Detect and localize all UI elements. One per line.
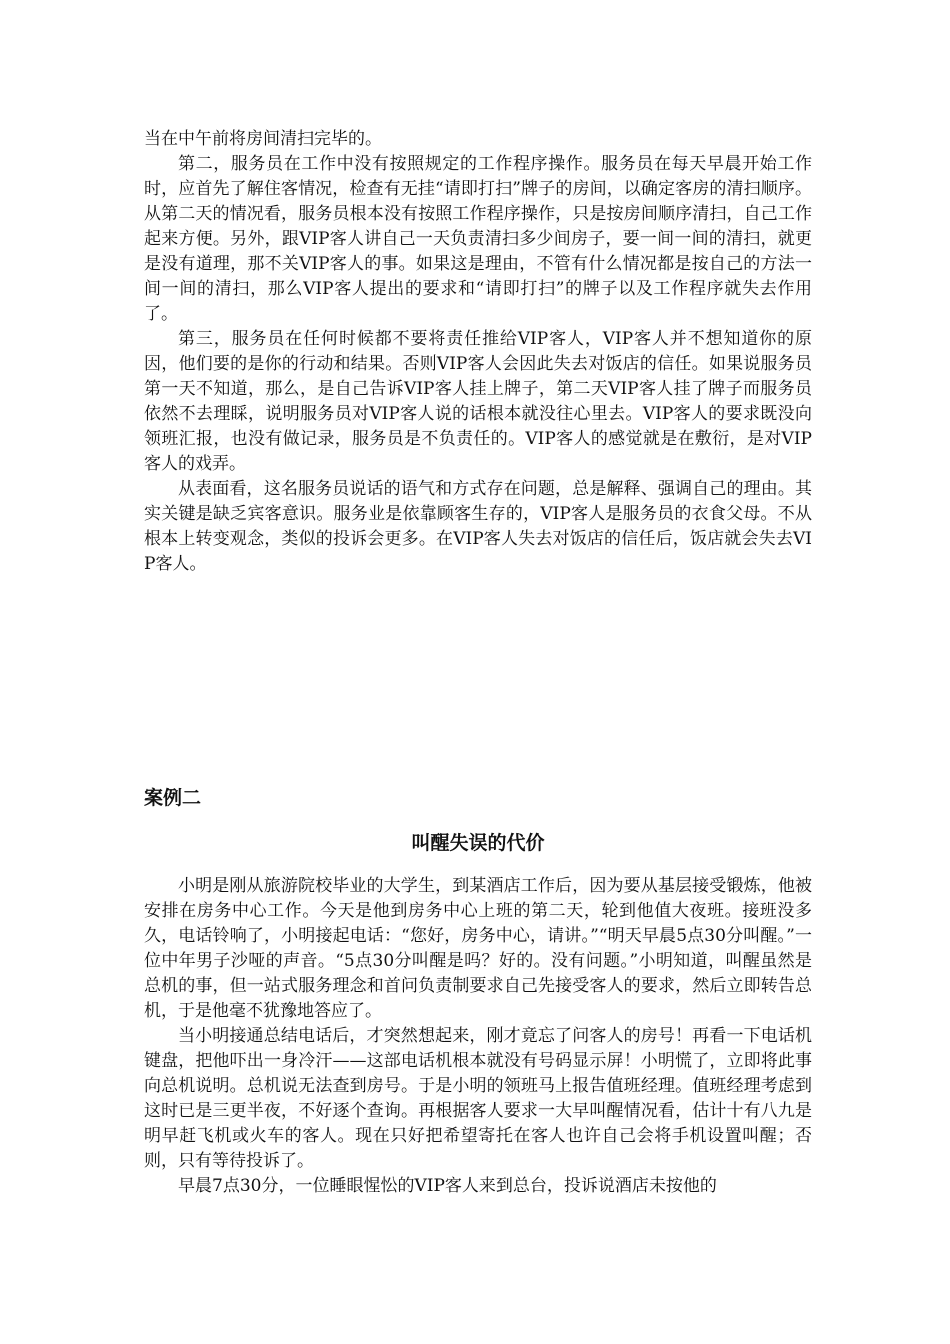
paragraph-story-1: 小明是刚从旅游院校毕业的大学生，到某酒店工作后，因为要从基层接受锻炼，他被安排在房务中心工作。今天是他到房务中心上班的第二天，轮到他值大夜班。接班没多久，电话铃响了，小明接起电话：“您好，房务中心，请讲。”“明天早晨5点30分叫醒。”一位中年男子沙哑的声音。“5点30分叫醒是吗？好的。没有问题。”小明知道，叫醒虽然是总机的事，但一站式服务理念和首问负责制要求自己先接受客人的要求，然后立即转告总机，于是他毫不犹豫地答应了。 xyxy=(144,876,812,1021)
case-2-body xyxy=(144,874,812,1199)
paragraph-story-3: 早晨7点30分，一位睡眼惺忪的VIP客人来到总台，投诉说酒店未按他的 xyxy=(178,1176,717,1196)
case-title: 叫醒失误的代价 xyxy=(411,832,545,854)
paragraph-summary: 从表面看，这名服务员说话的语气和方式存在问题，总是解释、强调自己的理由。其实关键是缺乏宾客意识。服务业是依靠顾客生存的，VIP客人是服务员的衣食父母。不从根本上转变观念，类似的投诉会更多。在VIP客人失去对饭店的信任后，饭店就会失去VIP客人。 xyxy=(144,479,812,574)
paragraph-point-3: 第三，服务员在任何时候都不要将责任推给VIP客人，VIP客人并不想知道你的原因，他们要的是你的行动和结果。否则VIP客人会因此失去对饭店的信任。如果说服务员第一天不知道，那么，是自己告诉VIP客人挂上牌子，第二天VIP客人挂了牌子而服务员依然不去理睬，说明服务员对VIP客人说的话根本就没往心里去。VIP客人的要求既没向领班汇报，也没有做记录，服务员是不负责任的。VIP客人的感觉就是在敷衍，是对VIP客人的戏弄。 xyxy=(144,329,812,474)
paragraph-continuation: 当在中午前将房间清扫完毕的。 xyxy=(144,129,382,149)
paragraph-point-2: 第二，服务员在工作中没有按照规定的工作程序操作。服务员在每天早晨开始工作时，应首先了解住客情况，检查有无挂“请即打扫”牌子的房间，以确定客房的清扫顺序。从第二天的情况看，服务员根本没有按照工作程序操作，只是按房间顺序清扫，自己工作起来方便。另外，跟VIP客人讲自己一天负责清扫多少间房子，要一间一间的清扫，就更是没有道理，那不关VIP客人的事。如果这是理由，不管有什么情况都是按自己的方法一间一间的清扫，那么VIP客人提出的要求和“请即打扫”的牌子以及工作程序就失去作用了。 xyxy=(144,154,812,324)
paragraph-story-2: 当小明接通总结电话后，才突然想起来，刚才竟忘了问客人的房号！再看一下电话机键盘，把他吓出一身冷汗——这部电话机根本就没有号码显示屏！小明慌了，立即将此事向总机说明。总机说无法查到房号。于是小明的领班马上报告值班经理。值班经理考虑到这时已是三更半夜，不好逐个查询。再根据客人要求一大早叫醒情况看，估计十有八九是明早赶飞机或火车的客人。现在只好把希望寄托在客人也许自己会将手机设置叫醒；否则，只有等待投诉了。 xyxy=(144,1026,812,1171)
section-1-body xyxy=(144,127,812,577)
case-heading: 案例二 xyxy=(144,787,202,809)
